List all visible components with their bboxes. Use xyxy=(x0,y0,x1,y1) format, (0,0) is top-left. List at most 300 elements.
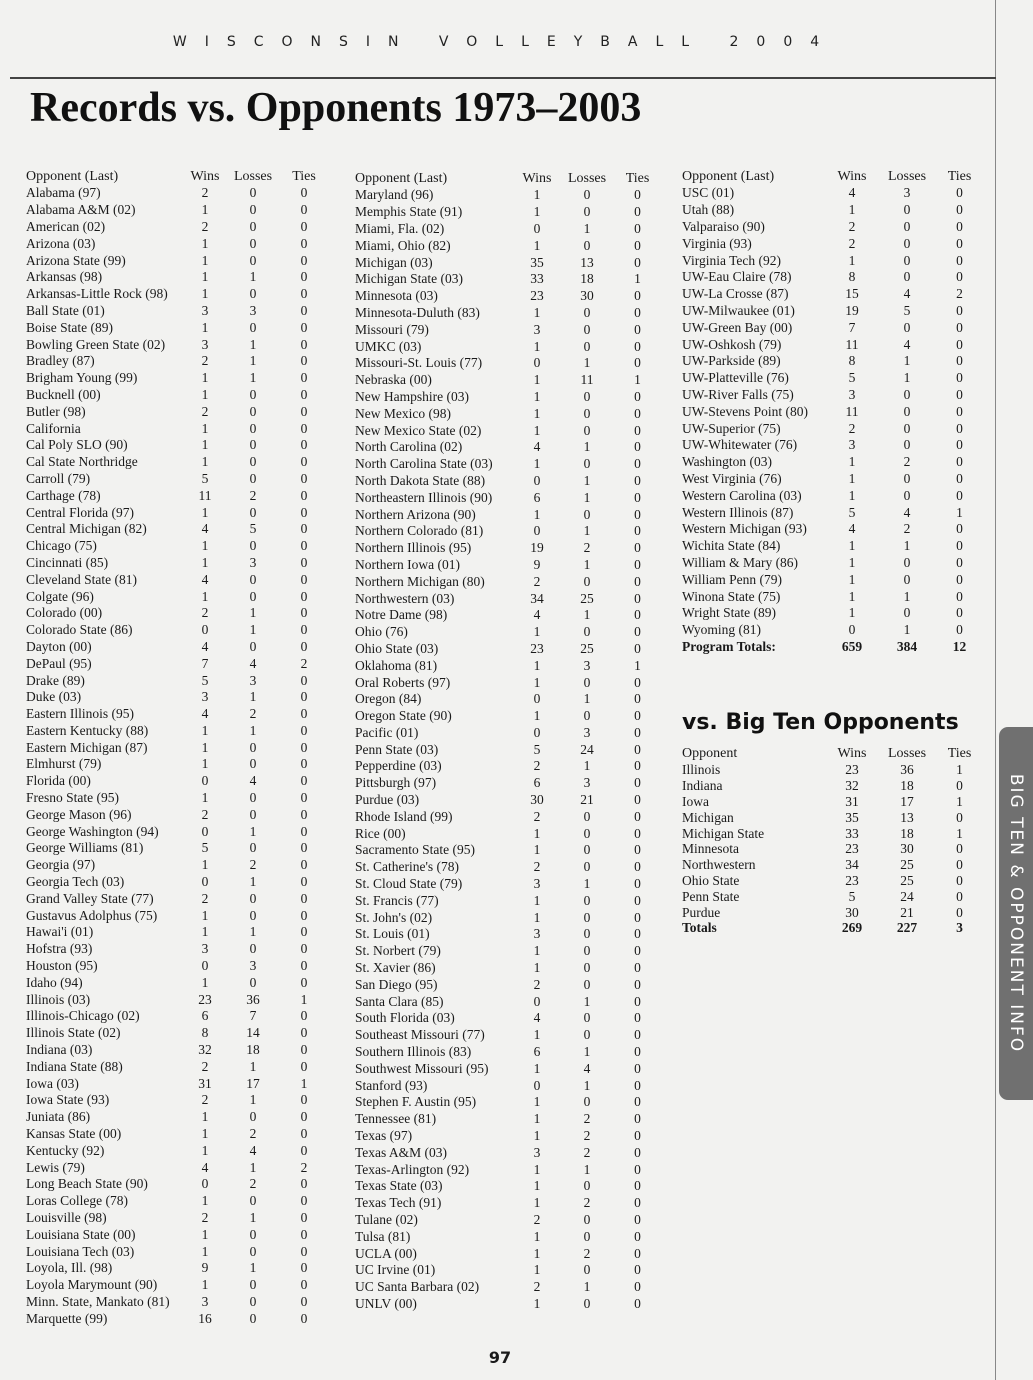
ties-cell: 0 xyxy=(634,892,641,908)
losses-cell: 1 xyxy=(583,1077,591,1093)
table-row xyxy=(26,1260,326,1277)
wins-cell: 1 xyxy=(533,657,541,673)
opponent-cell: Eastern Kentucky (88) xyxy=(26,722,149,738)
ties-cell: 0 xyxy=(956,370,963,386)
table-row xyxy=(26,571,326,588)
table-row xyxy=(355,1262,660,1279)
ties-header: Ties xyxy=(292,168,316,184)
losses-cell: 0 xyxy=(249,185,257,201)
losses-cell: 2 xyxy=(249,1176,257,1192)
section-side-tab xyxy=(999,727,1033,1100)
ties-cell: 0 xyxy=(300,235,308,251)
ties-cell: 0 xyxy=(634,388,641,404)
ties-cell: 0 xyxy=(634,842,641,858)
ties-cell: 0 xyxy=(634,1262,641,1278)
table-row xyxy=(26,1025,326,1042)
program-totals-wins: 659 xyxy=(841,638,863,654)
wins-cell: 2 xyxy=(201,605,209,621)
opponent-cell: North Dakota State (88) xyxy=(355,472,486,488)
ties-cell: 0 xyxy=(300,1226,308,1242)
opponent-cell: Michigan State (03) xyxy=(355,271,463,287)
losses-cell: 0 xyxy=(903,571,911,587)
ties-cell: 0 xyxy=(634,808,641,824)
losses-cell: 0 xyxy=(583,708,591,724)
table-row xyxy=(26,1210,326,1227)
losses-cell: 21 xyxy=(580,792,594,808)
opponent-cell: Penn State (03) xyxy=(355,741,439,757)
wins-cell: 1 xyxy=(533,1245,541,1261)
losses-cell: 36 xyxy=(246,991,260,1007)
losses-cell: 0 xyxy=(249,571,257,587)
ties-cell: 0 xyxy=(634,640,641,656)
wins-cell: 4 xyxy=(848,185,856,201)
ties-cell: 0 xyxy=(300,958,308,974)
table-row xyxy=(355,926,660,943)
ties-cell: 0 xyxy=(300,790,308,806)
losses-cell: 0 xyxy=(903,437,911,453)
big-ten-heading: vs. Big Ten Opponents xyxy=(682,710,959,735)
opponent-cell: Minnesota (03) xyxy=(355,288,438,304)
ties-cell: 0 xyxy=(634,792,641,808)
losses-cell: 1 xyxy=(249,689,257,705)
losses-cell: 18 xyxy=(580,271,594,287)
losses-cell: 25 xyxy=(900,872,914,888)
table-row xyxy=(26,605,326,622)
opponent-cell: South Florida (03) xyxy=(355,1010,455,1026)
wins-cell: 1 xyxy=(201,924,209,940)
table-row xyxy=(26,958,326,975)
losses-cell: 0 xyxy=(583,321,591,337)
losses-cell: 1 xyxy=(583,523,591,539)
table-row xyxy=(355,1279,660,1296)
opponent-cell: Rice (00) xyxy=(355,825,406,841)
ties-cell: 0 xyxy=(634,624,641,640)
losses-cell: 0 xyxy=(249,1243,257,1259)
losses-cell: 25 xyxy=(900,857,914,873)
table-row xyxy=(355,725,660,742)
losses-cell: 0 xyxy=(583,1178,591,1194)
losses-cell: 3 xyxy=(249,554,257,570)
wins-cell: 1 xyxy=(533,708,541,724)
opponent-cell: Bucknell (00) xyxy=(26,386,101,402)
losses-cell: 1 xyxy=(583,220,591,236)
wins-cell: 1 xyxy=(533,372,541,388)
opponent-cell: St. Francis (77) xyxy=(355,892,439,908)
ties-cell: 0 xyxy=(634,472,641,488)
wins-cell: 1 xyxy=(201,974,209,990)
opponent-cell: Winona State (75) xyxy=(682,588,781,604)
ties-cell: 1 xyxy=(300,991,308,1007)
ties-cell: 2 xyxy=(300,1159,308,1175)
table-row xyxy=(26,706,326,723)
table-row xyxy=(355,254,660,271)
wins-cell: 1 xyxy=(533,1111,541,1127)
table-row xyxy=(26,1008,326,1025)
losses-cell: 0 xyxy=(583,624,591,640)
table-row xyxy=(26,588,326,605)
losses-cell: 0 xyxy=(249,252,257,268)
ties-cell: 0 xyxy=(956,904,963,920)
table-row xyxy=(682,319,982,336)
wins-cell: 33 xyxy=(845,825,859,841)
opponent-cell: California xyxy=(26,420,81,436)
ties-header: Ties xyxy=(947,745,972,761)
wins-cell: 7 xyxy=(201,655,209,671)
wins-cell: 1 xyxy=(848,202,856,218)
table-row xyxy=(355,573,660,590)
ties-cell: 0 xyxy=(634,439,641,455)
opponent-cell: Loras College (78) xyxy=(26,1193,128,1209)
wins-cell: 2 xyxy=(201,1210,209,1225)
wins-cell: 1 xyxy=(848,454,856,470)
wins-cell: 11 xyxy=(198,487,212,503)
losses-cell: 0 xyxy=(903,252,911,268)
wins-cell: 2 xyxy=(201,218,209,234)
wins-cell: 1 xyxy=(201,202,209,218)
wins-cell: 1 xyxy=(201,286,209,302)
program-totals-row xyxy=(682,639,982,656)
wins-cell: 1 xyxy=(848,588,856,604)
table-row xyxy=(355,641,660,658)
opponent-cell: Michigan xyxy=(682,809,734,825)
opponent-cell: Missouri (79) xyxy=(355,321,429,337)
wins-cell: 1 xyxy=(201,790,209,806)
table-row xyxy=(26,252,326,269)
ties-cell: 0 xyxy=(634,1060,641,1076)
ties-cell: 0 xyxy=(956,353,963,369)
ties-cell: 0 xyxy=(634,321,641,337)
ties-cell: 0 xyxy=(300,722,308,738)
table-row xyxy=(355,624,660,641)
table-header-row xyxy=(682,168,982,185)
ties-cell: 0 xyxy=(300,1243,308,1259)
table-row xyxy=(355,792,660,809)
wins-cell: 1 xyxy=(533,1228,541,1244)
losses-cell: 3 xyxy=(583,724,591,740)
table-row xyxy=(26,823,326,840)
records-column-1 xyxy=(26,168,326,1327)
ties-cell: 0 xyxy=(300,1025,308,1041)
records-table-3 xyxy=(682,168,982,655)
table-row xyxy=(355,808,660,825)
opponent-cell: Northeastern Illinois (90) xyxy=(355,489,493,505)
losses-header: Losses xyxy=(887,168,927,184)
losses-cell: 0 xyxy=(583,338,591,354)
table-row xyxy=(26,235,326,252)
ties-cell: 1 xyxy=(956,793,963,809)
opponent-cell: Missouri-St. Louis (77) xyxy=(355,355,483,371)
ties-cell: 0 xyxy=(300,840,308,856)
opponent-cell: Gustavus Adolphus (75) xyxy=(26,907,158,923)
wins-cell: 2 xyxy=(201,806,209,822)
ties-cell: 0 xyxy=(634,708,641,724)
wins-cell: 0 xyxy=(533,1077,541,1093)
table-row xyxy=(355,540,660,557)
table-row xyxy=(682,904,982,920)
losses-cell: 0 xyxy=(903,218,911,234)
opponent-cell: UW-Whitewater (76) xyxy=(682,437,798,453)
wins-cell: 34 xyxy=(530,590,544,606)
wins-cell: 0 xyxy=(533,355,541,371)
table-row xyxy=(355,523,660,540)
wins-cell: 1 xyxy=(201,538,209,554)
ties-cell: 0 xyxy=(300,370,308,386)
ties-cell: 0 xyxy=(300,638,308,654)
wins-cell: 0 xyxy=(201,622,209,638)
wins-cell: 2 xyxy=(533,808,541,824)
table-row xyxy=(355,405,660,422)
opponent-cell: Idaho (94) xyxy=(26,974,83,990)
opponent-cell: St. Norbert (79) xyxy=(355,943,441,959)
wins-cell: 5 xyxy=(533,741,541,757)
wins-header: Wins xyxy=(190,168,220,184)
opponent-cell: Dayton (00) xyxy=(26,638,92,654)
ties-cell: 0 xyxy=(956,521,963,537)
losses-cell: 4 xyxy=(903,286,911,302)
ties-cell: 0 xyxy=(634,724,641,740)
losses-cell: 1 xyxy=(583,691,591,707)
table-row xyxy=(682,420,982,437)
wins-cell: 1 xyxy=(201,554,209,570)
losses-cell: 1 xyxy=(249,823,257,839)
wins-cell: 1 xyxy=(201,722,209,738)
ties-cell: 0 xyxy=(634,204,641,220)
ties-cell: 1 xyxy=(956,762,963,778)
wins-cell: 1 xyxy=(201,252,209,268)
ties-cell: 0 xyxy=(956,386,963,402)
opponent-cell: Washington (03) xyxy=(682,454,773,470)
wins-cell: 23 xyxy=(845,762,859,778)
wins-cell: 6 xyxy=(533,775,541,791)
opponent-cell: Northwestern xyxy=(682,857,756,873)
losses-cell: 1 xyxy=(903,622,911,638)
losses-cell: 0 xyxy=(903,235,911,251)
table-row xyxy=(26,1193,326,1210)
opponent-cell: Indiana State (88) xyxy=(26,1058,123,1074)
opponent-cell: Loyola Marymount (90) xyxy=(26,1277,158,1293)
opponent-cell: Illinois xyxy=(682,762,721,778)
wins-cell: 15 xyxy=(845,286,859,302)
table-row xyxy=(26,219,326,236)
losses-cell: 0 xyxy=(583,976,591,992)
ties-cell: 0 xyxy=(634,1228,641,1244)
wins-cell: 1 xyxy=(533,842,541,858)
table-row xyxy=(26,974,326,991)
ties-cell: 0 xyxy=(300,218,308,234)
table-row xyxy=(355,1228,660,1245)
losses-cell: 2 xyxy=(583,1128,591,1144)
table-row xyxy=(26,269,326,286)
opponent-cell: Utah (88) xyxy=(682,202,735,218)
wins-cell: 1 xyxy=(201,1243,209,1259)
losses-cell: 1 xyxy=(583,876,591,892)
table-row xyxy=(26,1142,326,1159)
opponent-cell: Arkansas (98) xyxy=(26,269,103,285)
losses-cell: 5 xyxy=(903,302,911,318)
losses-cell: 0 xyxy=(583,1027,591,1043)
table-row xyxy=(355,1060,660,1077)
opponent-cell: Tulane (02) xyxy=(355,1212,418,1227)
opponent-cell: Stanford (93) xyxy=(355,1077,428,1093)
wins-cell: 2 xyxy=(533,1212,541,1227)
wins-cell: 4 xyxy=(848,521,856,537)
ties-cell: 1 xyxy=(956,825,963,841)
wins-cell: 1 xyxy=(533,1128,541,1144)
table-row xyxy=(26,890,326,907)
ties-cell: 0 xyxy=(634,1161,641,1177)
wins-cell: 1 xyxy=(201,756,209,772)
losses-cell: 0 xyxy=(903,269,911,285)
ties-cell: 0 xyxy=(956,420,963,436)
wins-cell: 3 xyxy=(848,437,856,453)
table-row xyxy=(355,691,660,708)
table-row xyxy=(355,892,660,909)
table-row xyxy=(26,1243,326,1260)
table-header-row xyxy=(682,745,982,762)
ties-cell: 0 xyxy=(300,571,308,587)
ties-cell: 0 xyxy=(634,1212,641,1227)
opponent-cell: Northern Colorado (81) xyxy=(355,523,484,539)
table-row xyxy=(26,420,326,437)
opponent-cell: Tennessee (81) xyxy=(355,1111,437,1127)
table-row xyxy=(26,874,326,891)
losses-cell: 0 xyxy=(249,386,257,402)
opponent-cell: Southern Illinois (83) xyxy=(355,1044,472,1060)
ties-cell: 0 xyxy=(634,775,641,791)
table-row xyxy=(355,557,660,574)
opponent-cell: Maryland (96) xyxy=(355,187,434,203)
table-row xyxy=(355,506,660,523)
ties-cell: 0 xyxy=(300,269,308,285)
losses-cell: 2 xyxy=(583,1195,591,1211)
wins-cell: 1 xyxy=(848,252,856,268)
wins-cell: 1 xyxy=(533,187,541,203)
table-row xyxy=(26,555,326,572)
table-row xyxy=(26,1042,326,1059)
table-row xyxy=(355,1212,660,1229)
table-row xyxy=(355,825,660,842)
losses-cell: 5 xyxy=(249,521,257,537)
losses-cell: 1 xyxy=(249,622,257,638)
losses-cell: 0 xyxy=(583,1094,591,1110)
ties-cell: 0 xyxy=(956,605,963,621)
ties-cell: 0 xyxy=(300,924,308,940)
opponent-cell: Bowling Green State (02) xyxy=(26,336,166,352)
ties-cell: 0 xyxy=(300,1109,308,1125)
table-row xyxy=(355,1144,660,1161)
opponent-cell: Illinois-Chicago (02) xyxy=(26,1008,140,1024)
ties-cell: 1 xyxy=(300,1075,308,1091)
ties-cell: 0 xyxy=(956,403,963,419)
opponent-cell: Purdue (03) xyxy=(355,792,420,808)
table-row xyxy=(355,758,660,775)
losses-header: Losses xyxy=(887,745,927,761)
ties-cell: 1 xyxy=(634,657,641,673)
ties-cell: 0 xyxy=(634,943,641,959)
wins-cell: 1 xyxy=(201,235,209,251)
losses-cell: 0 xyxy=(583,237,591,253)
losses-cell: 30 xyxy=(580,288,594,304)
losses-cell: 30 xyxy=(900,841,914,857)
wins-cell: 1 xyxy=(848,554,856,570)
losses-cell: 2 xyxy=(249,857,257,873)
losses-cell: 1 xyxy=(903,588,911,604)
table-row xyxy=(26,336,326,353)
ties-cell: 0 xyxy=(300,538,308,554)
ties-cell: 0 xyxy=(956,588,963,604)
table-row xyxy=(355,1178,660,1195)
losses-cell: 0 xyxy=(583,573,591,589)
losses-cell: 0 xyxy=(583,892,591,908)
ties-cell: 0 xyxy=(634,540,641,556)
wins-cell: 1 xyxy=(533,1262,541,1278)
opponent-cell: Minn. State, Mankato (81) xyxy=(26,1293,170,1309)
opponent-cell: Louisiana State (00) xyxy=(26,1226,136,1242)
big-ten-totals-ties: 3 xyxy=(956,920,963,936)
table-row xyxy=(682,403,982,420)
wins-cell: 1 xyxy=(533,943,541,959)
ties-cell: 0 xyxy=(300,823,308,839)
wins-cell: 8 xyxy=(848,269,856,285)
table-row xyxy=(26,639,326,656)
table-row xyxy=(26,1058,326,1075)
losses-cell: 0 xyxy=(249,1226,257,1242)
opponent-cell: Drake (89) xyxy=(26,672,85,688)
ties-cell: 0 xyxy=(300,1042,308,1058)
losses-cell: 0 xyxy=(583,909,591,925)
wins-cell: 1 xyxy=(848,470,856,486)
opponent-cell: Western Illinois (87) xyxy=(682,504,794,520)
losses-cell: 36 xyxy=(900,762,914,778)
wins-cell: 19 xyxy=(530,540,544,556)
opponent-cell: St. Cloud State (79) xyxy=(355,876,463,892)
table-row xyxy=(355,489,660,506)
opponent-cell: UW-Platteville (76) xyxy=(682,370,789,386)
wins-cell: 1 xyxy=(201,1193,209,1209)
table-row xyxy=(682,252,982,269)
opponent-cell: Illinois State (02) xyxy=(26,1025,121,1041)
table-row xyxy=(26,622,326,639)
wins-cell: 9 xyxy=(201,1260,209,1276)
wins-cell: 1 xyxy=(201,1126,209,1142)
ties-cell: 0 xyxy=(956,872,963,888)
wins-cell: 6 xyxy=(201,1008,209,1024)
losses-cell: 0 xyxy=(583,1212,591,1227)
wins-cell: 3 xyxy=(533,876,541,892)
opponent-cell: Florida (00) xyxy=(26,773,91,789)
wins-cell: 5 xyxy=(848,370,856,386)
opponent-cell: Central Michigan (82) xyxy=(26,521,147,537)
losses-cell: 0 xyxy=(583,204,591,220)
opponent-cell: Ohio (76) xyxy=(355,624,408,640)
losses-cell: 0 xyxy=(249,319,257,335)
ties-cell: 0 xyxy=(956,841,963,857)
table-row xyxy=(355,288,660,305)
ties-cell: 0 xyxy=(300,1142,308,1158)
table-row xyxy=(682,336,982,353)
table-row xyxy=(26,739,326,756)
table-row xyxy=(26,353,326,370)
opponent-cell: UW-Stevens Point (80) xyxy=(682,403,808,419)
ties-cell: 0 xyxy=(634,691,641,707)
losses-cell: 0 xyxy=(903,319,911,335)
ties-cell: 0 xyxy=(956,202,963,218)
table-row xyxy=(26,991,326,1008)
opponent-cell: Notre Dame (98) xyxy=(355,607,448,623)
opponent-cell: DePaul (95) xyxy=(26,655,92,671)
losses-cell: 1 xyxy=(249,722,257,738)
losses-header: Losses xyxy=(567,170,607,186)
